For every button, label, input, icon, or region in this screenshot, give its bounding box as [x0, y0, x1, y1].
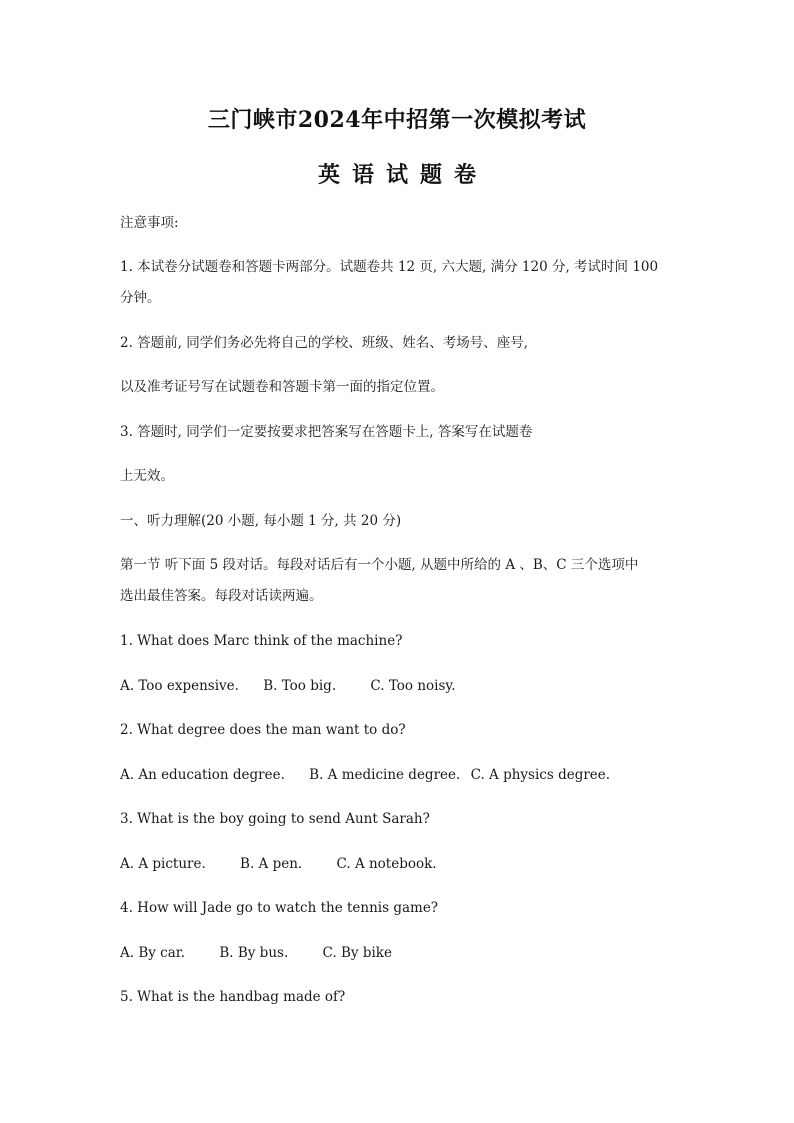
option-b: B. Too big. [263, 678, 337, 694]
answer-options [120, 677, 680, 695]
option-b: B. A pen. [240, 856, 303, 872]
question-text: 1. What does Marc think of the machine? [120, 633, 403, 649]
notice-item-2-line-1: 2. 答题前, 同学们务必先将自己的学校、班级、姓名、考场号、座号, [120, 335, 529, 351]
section-instruction-line-1: 第一节 听下面 5 段对话。每段对话后有一个小题, 从题中所给的 A 、B、C 三个选项中 [120, 557, 639, 573]
option-b: B. A medicine degree. [309, 767, 461, 783]
answer-options [120, 944, 680, 962]
notice-heading: 注意事项: [120, 215, 179, 231]
answer-options [120, 766, 680, 784]
notice-item-3-line-2: 上无效。 [120, 468, 174, 484]
option-c: C. Too noisy. [370, 678, 456, 694]
question-text: 4. How will Jade go to watch the tennis game? [120, 900, 439, 916]
question-text: 5. What is the handbag made of? [120, 989, 346, 1005]
section-instruction-line-2: 选出最佳答案。每段对话读两遍。 [120, 588, 323, 604]
option-a: A. Too expensive. [120, 678, 239, 694]
option-b: B. By bus. [219, 945, 289, 961]
page-title: 三门峡市2024年中招第一次模拟考试 [207, 107, 587, 133]
notice-item-2-line-2: 以及准考证号写在试题卷和答题卡第一面的指定位置。 [120, 379, 444, 395]
option-c: C. A notebook. [336, 856, 437, 872]
question-text: 3. What is the boy going to send Aunt Sarah? [120, 811, 430, 827]
option-c: C. A physics degree. [470, 767, 611, 783]
question-text: 2. What degree does the man want to do? [120, 722, 406, 738]
option-c: C. By bike [322, 945, 392, 961]
answer-options [120, 855, 680, 873]
page-subtitle: 英语试题卷 [317, 162, 488, 188]
notice-item-1-line-2: 分钟。 [120, 290, 161, 306]
option-a: A. By car. [120, 945, 186, 961]
notice-item-3-line-1: 3. 答题时, 同学们一定要按要求把答案写在答题卡上, 答案写在试题卷 [120, 424, 533, 440]
section-heading: 一、听力理解(20 小题, 每小题 1 分, 共 20 分) [120, 513, 402, 529]
notice-item-1-line-1: 1. 本试卷分试题卷和答题卡两部分。试题卷共 12 页, 六大题, 满分 120 分, 考试时间 100 [120, 259, 659, 275]
option-a: A. A picture. [120, 856, 206, 872]
option-a: A. An education degree. [120, 767, 285, 783]
